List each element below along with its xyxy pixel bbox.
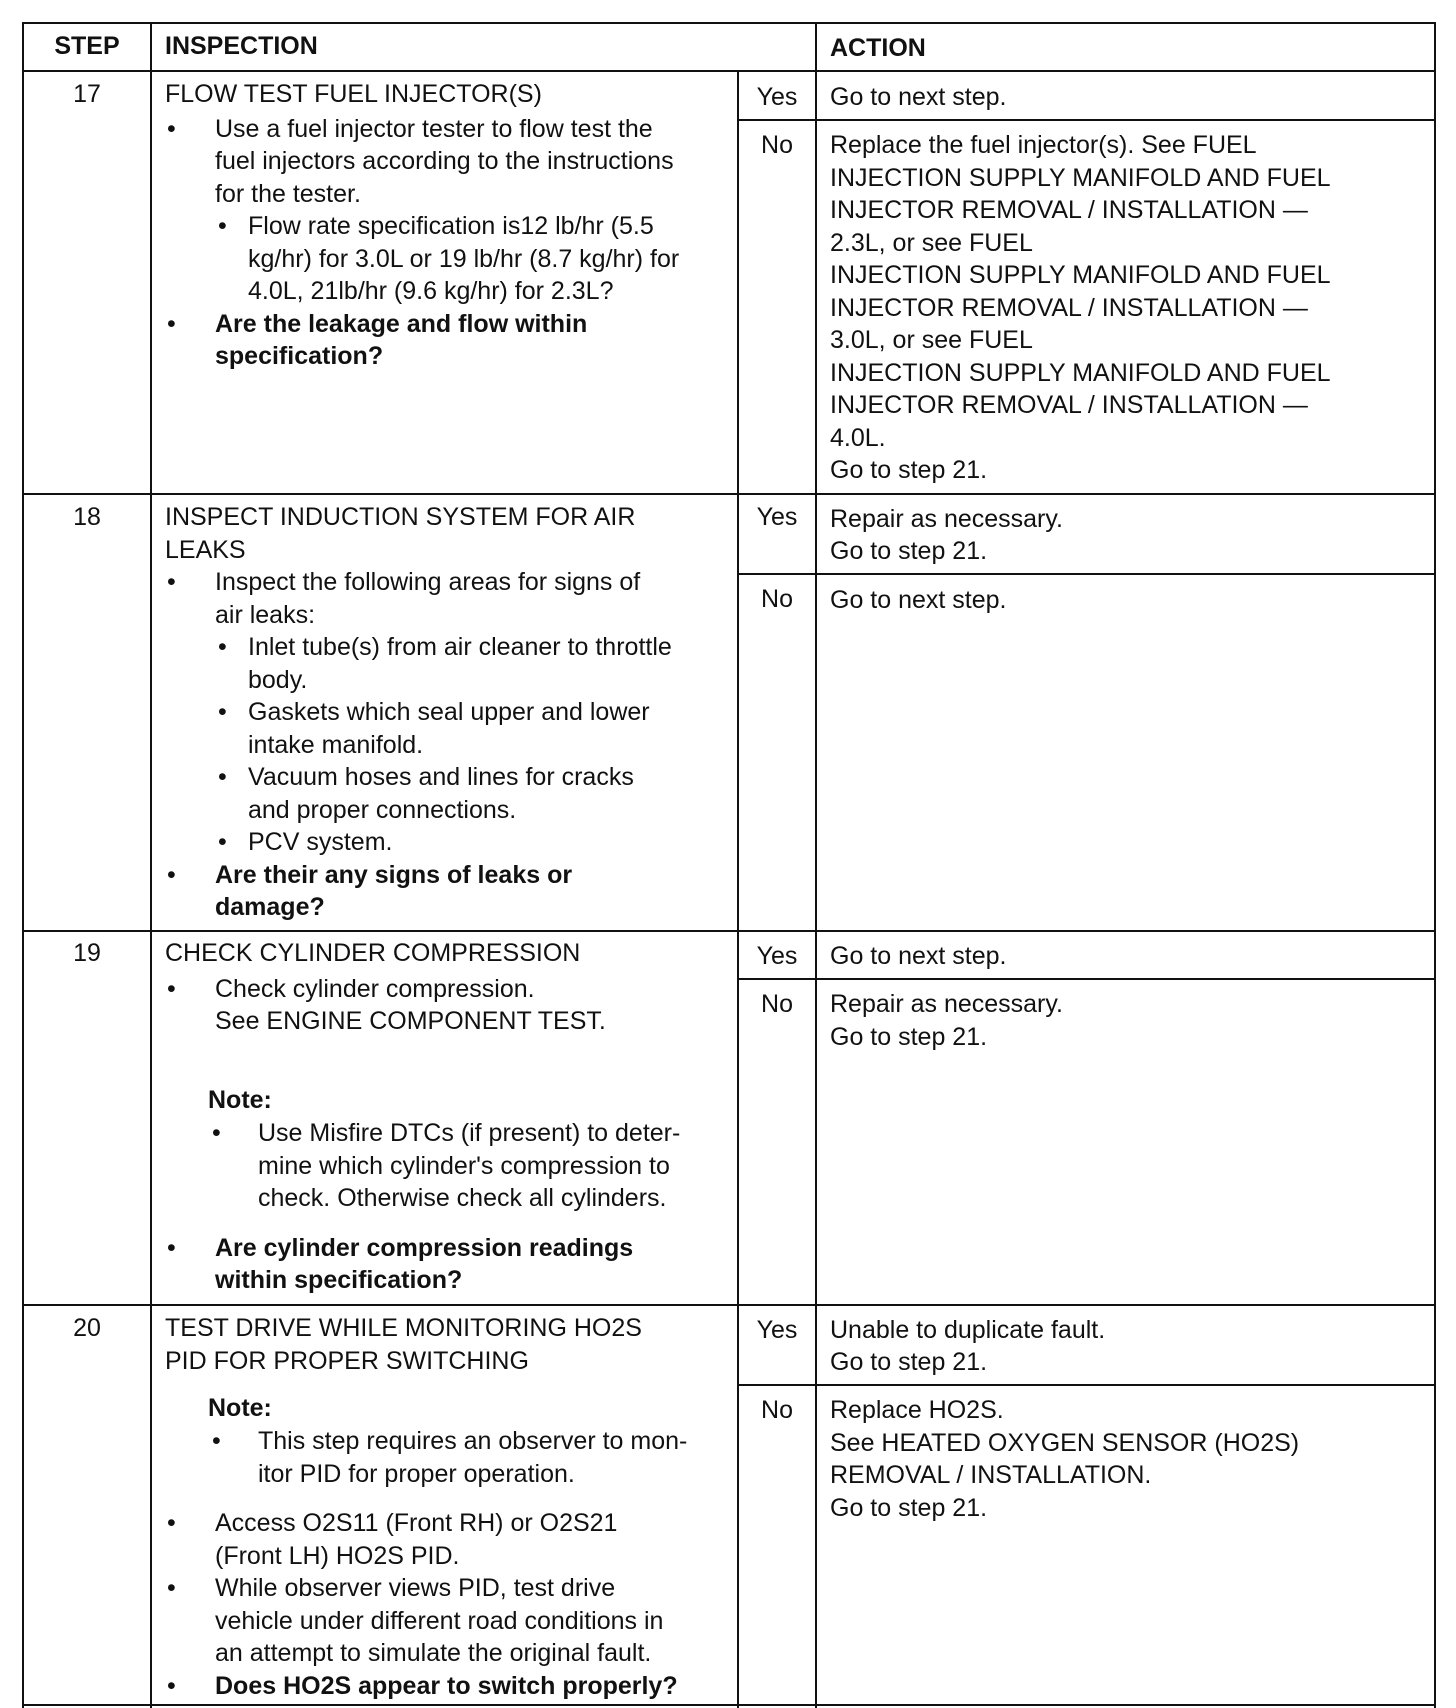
bullet-line: Access O2S11 (Front RH) or O2S21 (215, 1509, 618, 1537)
note-line: check. Otherwise check all cylinders. (258, 1184, 667, 1212)
action-line: INJECTOR REMOVAL / INSTALLATION — (830, 294, 1308, 322)
column-divider-action (815, 22, 817, 1708)
row-divider-17-18 (22, 493, 1436, 495)
question-line: damage? (215, 893, 325, 921)
step-number: 19 (73, 939, 101, 967)
bullet-icon: • (218, 828, 227, 856)
bullet-line: air leaks: (215, 601, 316, 629)
row-divider-19-20 (22, 1304, 1436, 1306)
step-number: 18 (73, 503, 101, 531)
question-line: specification? (215, 342, 384, 370)
header-inspection: INSPECTION (165, 32, 318, 60)
action-line: Replace HO2S. (830, 1396, 1004, 1424)
question-line: Are the leakage and flow within (215, 310, 588, 338)
column-divider-step (150, 22, 152, 1708)
bullet-icon: • (167, 861, 176, 889)
action-line: Go to next step. (830, 586, 1007, 614)
bullet-line: (Front LH) HO2S PID. (215, 1542, 460, 1570)
bullet-line: an attempt to simulate the original fault. (215, 1639, 652, 1667)
action-line: Go to step 21. (830, 456, 988, 484)
question-line: within specification? (215, 1266, 463, 1294)
step20-yes-divider (737, 1384, 1436, 1386)
step-title: CHECK CYLINDER COMPRESSION (165, 939, 581, 967)
action-line: Repair as necessary. (830, 505, 1063, 533)
bullet-line: See ENGINE COMPONENT TEST. (215, 1007, 606, 1035)
step17-yes-divider (737, 119, 1436, 121)
step-title: TEST DRIVE WHILE MONITORING HO2S (165, 1314, 642, 1342)
sub-bullet-line: intake manifold. (248, 731, 424, 759)
action-line: Go to next step. (830, 942, 1007, 970)
header-divider (22, 70, 1436, 72)
bullet-line: Inspect the following areas for signs of (215, 568, 641, 596)
note-label: Note: (208, 1086, 272, 1114)
bullet-icon: • (218, 212, 227, 240)
bullet-line: Use a fuel injector tester to flow test the (215, 115, 653, 143)
action-line: Go to step 21. (830, 1023, 988, 1051)
no-label: No (761, 990, 793, 1018)
bullet-icon: • (167, 115, 176, 143)
no-label: No (761, 585, 793, 613)
bullet-line: Check cylinder compression. (215, 975, 535, 1003)
header-action: ACTION (830, 34, 926, 62)
action-line: INJECTOR REMOVAL / INSTALLATION — (830, 196, 1308, 224)
action-line: INJECTION SUPPLY MANIFOLD AND FUEL (830, 164, 1331, 192)
bullet-icon: • (167, 975, 176, 1003)
action-line: Go to step 21. (830, 1494, 988, 1522)
sub-bullet-line: Gaskets which seal upper and lower (248, 698, 650, 726)
bullet-icon: • (167, 1509, 176, 1537)
no-label: No (761, 1396, 793, 1424)
bullet-line: vehicle under different road conditions in (215, 1607, 664, 1635)
sub-bullet-line: and proper connections. (248, 796, 517, 824)
sub-bullet-line: Flow rate specification is12 lb/hr (5.5 (248, 212, 654, 240)
sub-bullet-line: 4.0L, 21lb/hr (9.6 kg/hr) for 2.3L? (248, 277, 614, 305)
action-line: Go to step 21. (830, 1348, 988, 1376)
row-divider-18-19 (22, 930, 1436, 932)
yes-label: Yes (756, 503, 798, 531)
action-line: Go to next step. (830, 83, 1007, 111)
action-line: INJECTOR REMOVAL / INSTALLATION — (830, 391, 1308, 419)
action-line: 3.0L, or see FUEL (830, 326, 1033, 354)
action-line: INJECTION SUPPLY MANIFOLD AND FUEL (830, 261, 1331, 289)
step-title: FLOW TEST FUEL INJECTOR(S) (165, 80, 542, 108)
table-border-left (22, 22, 24, 1708)
action-line: REMOVAL / INSTALLATION. (830, 1461, 1152, 1489)
bullet-icon: • (167, 568, 176, 596)
action-line: Unable to duplicate fault. (830, 1316, 1106, 1344)
action-line: Go to step 21. (830, 537, 988, 565)
bullet-icon: • (167, 1672, 176, 1700)
no-label: No (761, 131, 793, 159)
bullet-icon: • (218, 763, 227, 791)
question-line: Does HO2S appear to switch properly? (215, 1672, 678, 1700)
step-title: LEAKS (165, 536, 246, 564)
note-line: mine which cylinder's compression to (258, 1152, 670, 1180)
step-number: 20 (73, 1314, 101, 1342)
note-line: itor PID for proper operation. (258, 1460, 575, 1488)
action-line: 4.0L. (830, 424, 886, 452)
sub-bullet-line: kg/hr) for 3.0L or 19 lb/hr (8.7 kg/hr) for (248, 245, 680, 273)
column-divider-yesno (737, 70, 739, 1708)
sub-bullet-line: PCV system. (248, 828, 393, 856)
yes-label: Yes (756, 1316, 798, 1344)
note-label: Note: (208, 1394, 272, 1422)
table-border-right (1434, 22, 1436, 1708)
sub-bullet-line: body. (248, 666, 308, 694)
yes-label: Yes (756, 83, 798, 111)
action-line: Repair as necessary. (830, 990, 1063, 1018)
bullet-icon: • (218, 633, 227, 661)
bullet-icon: • (167, 1574, 176, 1602)
question-line: Are cylinder compression readings (215, 1234, 634, 1262)
note-line: Use Misfire DTCs (if present) to deter- (258, 1119, 681, 1147)
note-line: This step requires an observer to mon- (258, 1427, 688, 1455)
action-line: Replace the fuel injector(s). See FUEL (830, 131, 1257, 159)
bullet-line: While observer views PID, test drive (215, 1574, 616, 1602)
action-line: INJECTION SUPPLY MANIFOLD AND FUEL (830, 359, 1331, 387)
bullet-icon: • (167, 1234, 176, 1262)
table-border-top (22, 22, 1436, 24)
action-line: See HEATED OXYGEN SENSOR (HO2S) (830, 1429, 1300, 1457)
header-step: STEP (54, 32, 120, 60)
bullet-icon: • (167, 310, 176, 338)
step-title: INSPECT INDUCTION SYSTEM FOR AIR (165, 503, 636, 531)
sub-bullet-line: Vacuum hoses and lines for cracks (248, 763, 634, 791)
bullet-line: fuel injectors according to the instructions (215, 147, 674, 175)
step18-yes-divider (737, 573, 1436, 575)
bullet-icon: • (218, 698, 227, 726)
step-number: 17 (73, 80, 101, 108)
action-line: 2.3L, or see FUEL (830, 229, 1033, 257)
yes-label: Yes (756, 942, 798, 970)
sub-bullet-line: Inlet tube(s) from air cleaner to throttle (248, 633, 672, 661)
step19-yes-divider (737, 978, 1436, 980)
bullet-icon: • (212, 1119, 221, 1147)
question-line: Are their any signs of leaks or (215, 861, 573, 889)
bullet-line: for the tester. (215, 180, 361, 208)
bullet-icon: • (212, 1427, 221, 1455)
step-title: PID FOR PROPER SWITCHING (165, 1347, 529, 1375)
